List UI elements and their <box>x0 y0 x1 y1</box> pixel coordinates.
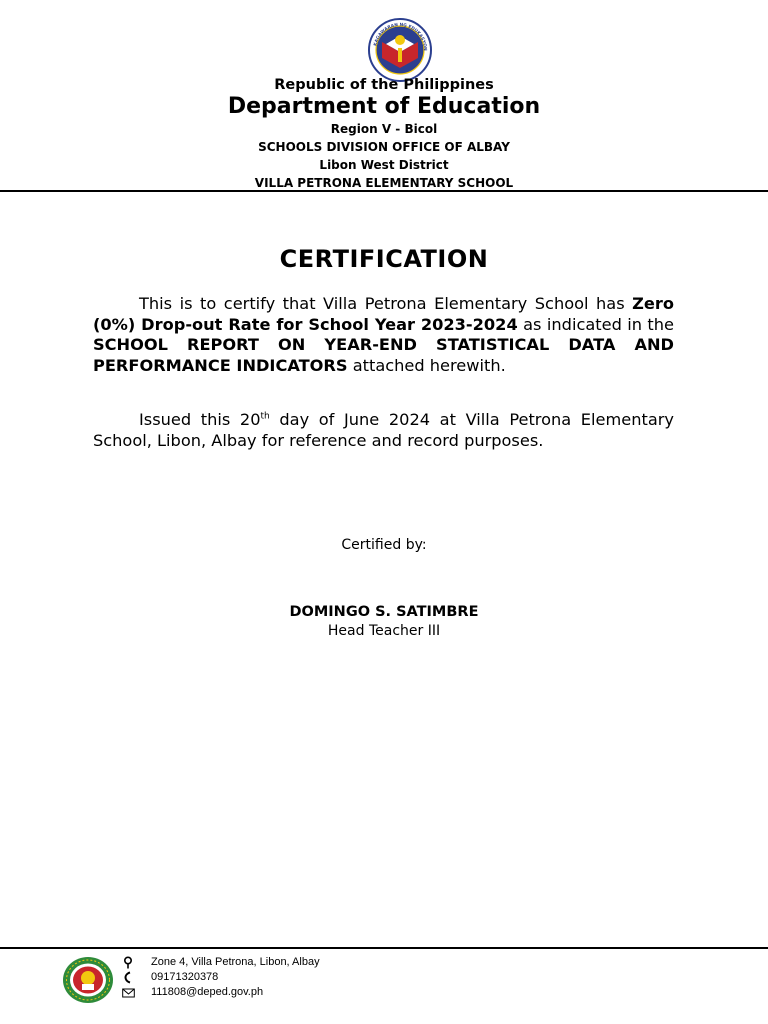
certification-paragraph <box>93 294 674 376</box>
footer-phone: 09171320378 <box>151 971 219 983</box>
footer-email: 111808@deped.gov.ph <box>151 986 264 998</box>
region-line: Region V - Bicol <box>330 122 438 136</box>
phone-icon <box>118 970 138 985</box>
deped-seal-icon <box>368 18 432 82</box>
issued-paragraph <box>93 410 674 451</box>
paragraph1-middle: as indicated in the <box>523 314 674 334</box>
envelope-icon <box>118 985 138 1000</box>
footer-divider <box>0 947 768 949</box>
paragraph1-intro: This is to certify that Villa Petrona Elementary School has <box>139 294 625 313</box>
letterhead <box>0 76 768 192</box>
dropout-rate-statement: Zero (0%) Drop-out Rate for School Year 2023-2024 <box>93 294 674 334</box>
footer-address: Zone 4, Villa Petrona, Libon, Albay <box>151 956 320 968</box>
republic-line: Republic of the Philippines <box>274 77 494 93</box>
footer-contact <box>151 955 320 1000</box>
document-title: CERTIFICATION <box>279 245 489 273</box>
paragraph1-end: attached herewith. <box>352 355 506 375</box>
svg-text:KAGAWARAN NG EDUKASYON: KAGAWARAN NG EDUKASYON <box>373 22 428 51</box>
issued-rest: day of June 2024 at Villa Petrona Elementary School, Libon, Albay for reference and record purposes. <box>93 410 674 450</box>
district-line: Libon West District <box>319 158 449 172</box>
department-name: Department of Education <box>227 94 541 119</box>
issued-prefix: Issued this 20 <box>139 410 261 429</box>
signer-name: DOMINGO S. SATIMBRE <box>289 604 479 620</box>
ordinal-suffix: th <box>260 411 270 422</box>
villa-petrona-school-logo-icon <box>62 956 114 1004</box>
report-title: SCHOOL REPORT ON YEAR-END STATISTICAL DATA AND PERFORMANCE INDICATORS <box>93 335 674 375</box>
location-pin-icon <box>118 955 138 970</box>
certified-by-label: Certified by: <box>341 537 427 553</box>
signer-position: Head Teacher III <box>327 623 441 639</box>
school-line: VILLA PETRONA ELEMENTARY SCHOOL <box>254 176 514 190</box>
header-divider <box>0 190 768 192</box>
division-line: SCHOOLS DIVISION OFFICE OF ALBAY <box>258 140 510 154</box>
footer-icons <box>118 955 138 1000</box>
